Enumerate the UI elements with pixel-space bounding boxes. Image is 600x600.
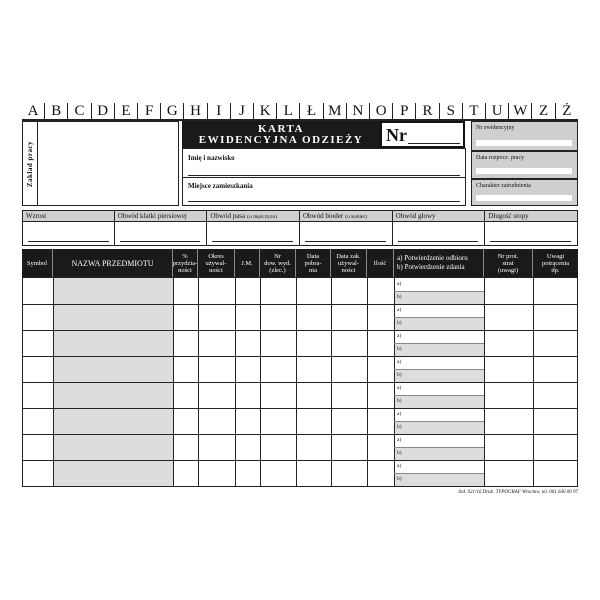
- side-label: Zakład pracy: [26, 140, 34, 188]
- number-field[interactable]: [380, 121, 465, 148]
- alphabet-letter: N: [346, 103, 369, 119]
- table-row: [23, 434, 577, 435]
- title-line2: EWIDENCYJNA ODZIEŻY: [198, 134, 364, 146]
- confirmation-label-b: b): [397, 320, 402, 326]
- confirmation-divider: [394, 447, 484, 448]
- confirmation-divider: [394, 291, 484, 292]
- alphabet-letter: D: [91, 103, 114, 119]
- column-header: NAZWA PRZEDMIOTU: [52, 249, 172, 277]
- table-row: [23, 330, 577, 331]
- alphabet-letter: J: [230, 103, 253, 119]
- column-header: Symbol: [26, 259, 48, 267]
- alphabet-letter: K: [253, 103, 276, 119]
- name-label: Imię i nazwisko: [188, 154, 235, 162]
- right-field-2-input[interactable]: [476, 168, 572, 174]
- measurement-label: [115, 211, 207, 222]
- measurements-row: [22, 210, 578, 246]
- right-field-2[interactable]: [471, 151, 578, 179]
- table-body: [22, 277, 578, 487]
- table-header-cells: [22, 249, 578, 277]
- title-block: [182, 121, 380, 148]
- return-confirmation-cell[interactable]: [395, 395, 484, 408]
- confirmation-label-a: a): [397, 307, 402, 313]
- measurement-input-line: [212, 241, 293, 242]
- measurement-label: [485, 211, 577, 222]
- confirmation-label-b: b): [397, 450, 402, 456]
- printer-footer: Ind. 021/16 Druk: TYPOGRAF Wrocław, tel. 061 640 00 97: [458, 490, 578, 495]
- right-field-3[interactable]: [471, 179, 578, 206]
- column-header: a) Potwierdzenie odbioru b) Potwierdzenie zdania: [393, 249, 483, 277]
- confirmation-label-a: a): [397, 281, 402, 287]
- alphabet-letter: O: [369, 103, 392, 119]
- name-field[interactable]: [188, 175, 460, 176]
- confirmation-divider: [394, 369, 484, 370]
- measurement-cell[interactable]: [300, 210, 393, 246]
- measurement-label: [300, 211, 392, 222]
- alphabet-letter: A: [27, 103, 39, 119]
- column-header: % przydzia- ności: [172, 249, 197, 277]
- measurement-cell[interactable]: [485, 210, 578, 246]
- measurement-name: Wzrost: [26, 212, 47, 220]
- confirmation-label-b: b): [397, 476, 402, 482]
- column-header: Uwagi potrącenia dp.: [532, 249, 578, 277]
- alphabet-letter: Ł: [299, 103, 322, 119]
- alphabet-letter: T: [462, 103, 485, 119]
- measurement-input-line: [120, 241, 201, 242]
- measurement-input-line: [398, 241, 479, 242]
- measurement-label: [207, 211, 299, 222]
- nr-underline: [408, 143, 460, 144]
- measurement-input-line: [305, 241, 386, 242]
- right-field-2-label: Data rozpocz. pracy: [476, 155, 525, 161]
- alphabet-letter: Z: [531, 103, 554, 119]
- confirmation-divider: [394, 395, 484, 396]
- confirmation-label-a: a): [397, 333, 402, 339]
- measurement-name: Obwód głowy: [395, 212, 436, 220]
- confirmation-label-b: b): [397, 424, 402, 430]
- return-confirmation-cell[interactable]: [395, 421, 484, 434]
- alphabet-letter: L: [276, 103, 299, 119]
- alphabet-letter: C: [67, 103, 90, 119]
- table-row: [23, 408, 577, 409]
- workplace-field[interactable]: [37, 121, 179, 206]
- right-field-3-label: Charakter zatrudnienia: [476, 183, 531, 189]
- alphabet-letter: W: [508, 103, 531, 119]
- column-header: Nr prot. strat (uwagi): [483, 249, 532, 277]
- confirmation-label-a: a): [397, 385, 402, 391]
- alphabet-letter: S: [439, 103, 462, 119]
- measurement-cell[interactable]: [115, 210, 208, 246]
- measurement-label: [23, 211, 114, 222]
- column-header: Okres używal- ności: [197, 249, 234, 277]
- confirmation-label-a: a): [397, 463, 402, 469]
- confirmation-label-b: b): [397, 398, 402, 404]
- alphabet-letter: M: [323, 103, 346, 119]
- measurement-label: [393, 211, 485, 222]
- measurement-subnote: (u kobiet): [345, 214, 367, 220]
- alphabet-letter: H: [183, 103, 206, 119]
- alphabet-letter: F: [137, 103, 160, 119]
- confirmation-label-a: a): [397, 437, 402, 443]
- alphabet-letter: U: [485, 103, 508, 119]
- alphabet-letter: Ż: [555, 103, 578, 119]
- column-header: Nr dow. wyd. (zlec.): [259, 249, 295, 277]
- table-row: [23, 382, 577, 383]
- measurement-cell[interactable]: [207, 210, 300, 246]
- confirmation-label-b: b): [397, 346, 402, 352]
- right-field-1-input[interactable]: [476, 140, 572, 146]
- right-field-1[interactable]: [471, 121, 578, 151]
- column-header: Data pobra- nia: [295, 249, 330, 277]
- confirmation-label-a: a): [397, 411, 402, 417]
- personal-divider: [183, 177, 465, 178]
- table-row: [23, 304, 577, 305]
- return-confirmation-cell[interactable]: [395, 447, 484, 460]
- address-label: Miejsce zamieszkania: [188, 182, 253, 190]
- confirmation-divider: [394, 317, 484, 318]
- return-confirmation-cell[interactable]: [395, 473, 484, 486]
- measurement-name: Długość stopy: [488, 212, 529, 220]
- table-row: [23, 356, 577, 357]
- return-confirmation-cell[interactable]: [395, 343, 484, 356]
- column-header: Data zak. używal- ności: [330, 249, 366, 277]
- confirmation-divider: [394, 343, 484, 344]
- alphabet-index: [22, 103, 578, 119]
- side-label-box: [22, 121, 37, 206]
- measurement-cell[interactable]: [22, 210, 115, 246]
- confirmation-label-b: b): [397, 294, 402, 300]
- return-confirmation-cell[interactable]: [395, 317, 484, 330]
- confirmation-label-a: a): [397, 359, 402, 365]
- alphabet-letter: P: [392, 103, 415, 119]
- right-field-1-label: Nr ewidencyjny: [476, 125, 515, 131]
- measurement-name: Obwód klatki piersiowej: [117, 212, 187, 220]
- measurement-input-line: [28, 241, 109, 242]
- address-field[interactable]: [188, 201, 460, 202]
- measurement-subnote: (u mężczyzn): [247, 214, 277, 220]
- alphabet-letter: E: [114, 103, 137, 119]
- return-confirmation-cell[interactable]: [395, 369, 484, 382]
- measurement-input-line: [490, 241, 571, 242]
- column-header: J.M.: [234, 249, 259, 277]
- alphabet-letter: G: [160, 103, 183, 119]
- confirmation-divider: [394, 421, 484, 422]
- table-row: [23, 460, 577, 461]
- alphabet-letter: I: [207, 103, 230, 119]
- confirmation-label-b: b): [397, 372, 402, 378]
- measurement-cell[interactable]: [393, 210, 486, 246]
- column-header: Ilość: [366, 249, 393, 277]
- measurement-name: Obwód bioder: [303, 212, 344, 220]
- personal-box: [182, 148, 466, 206]
- alphabet-letter: R: [415, 103, 438, 119]
- right-field-3-input[interactable]: [476, 195, 572, 201]
- title-line1: KARTA: [257, 123, 305, 135]
- measurement-name: Obwód pasa: [210, 212, 246, 220]
- nr-label: Nr: [386, 125, 407, 145]
- return-confirmation-cell[interactable]: [395, 291, 484, 304]
- alphabet-letter: B: [44, 103, 67, 119]
- confirmation-divider: [394, 473, 484, 474]
